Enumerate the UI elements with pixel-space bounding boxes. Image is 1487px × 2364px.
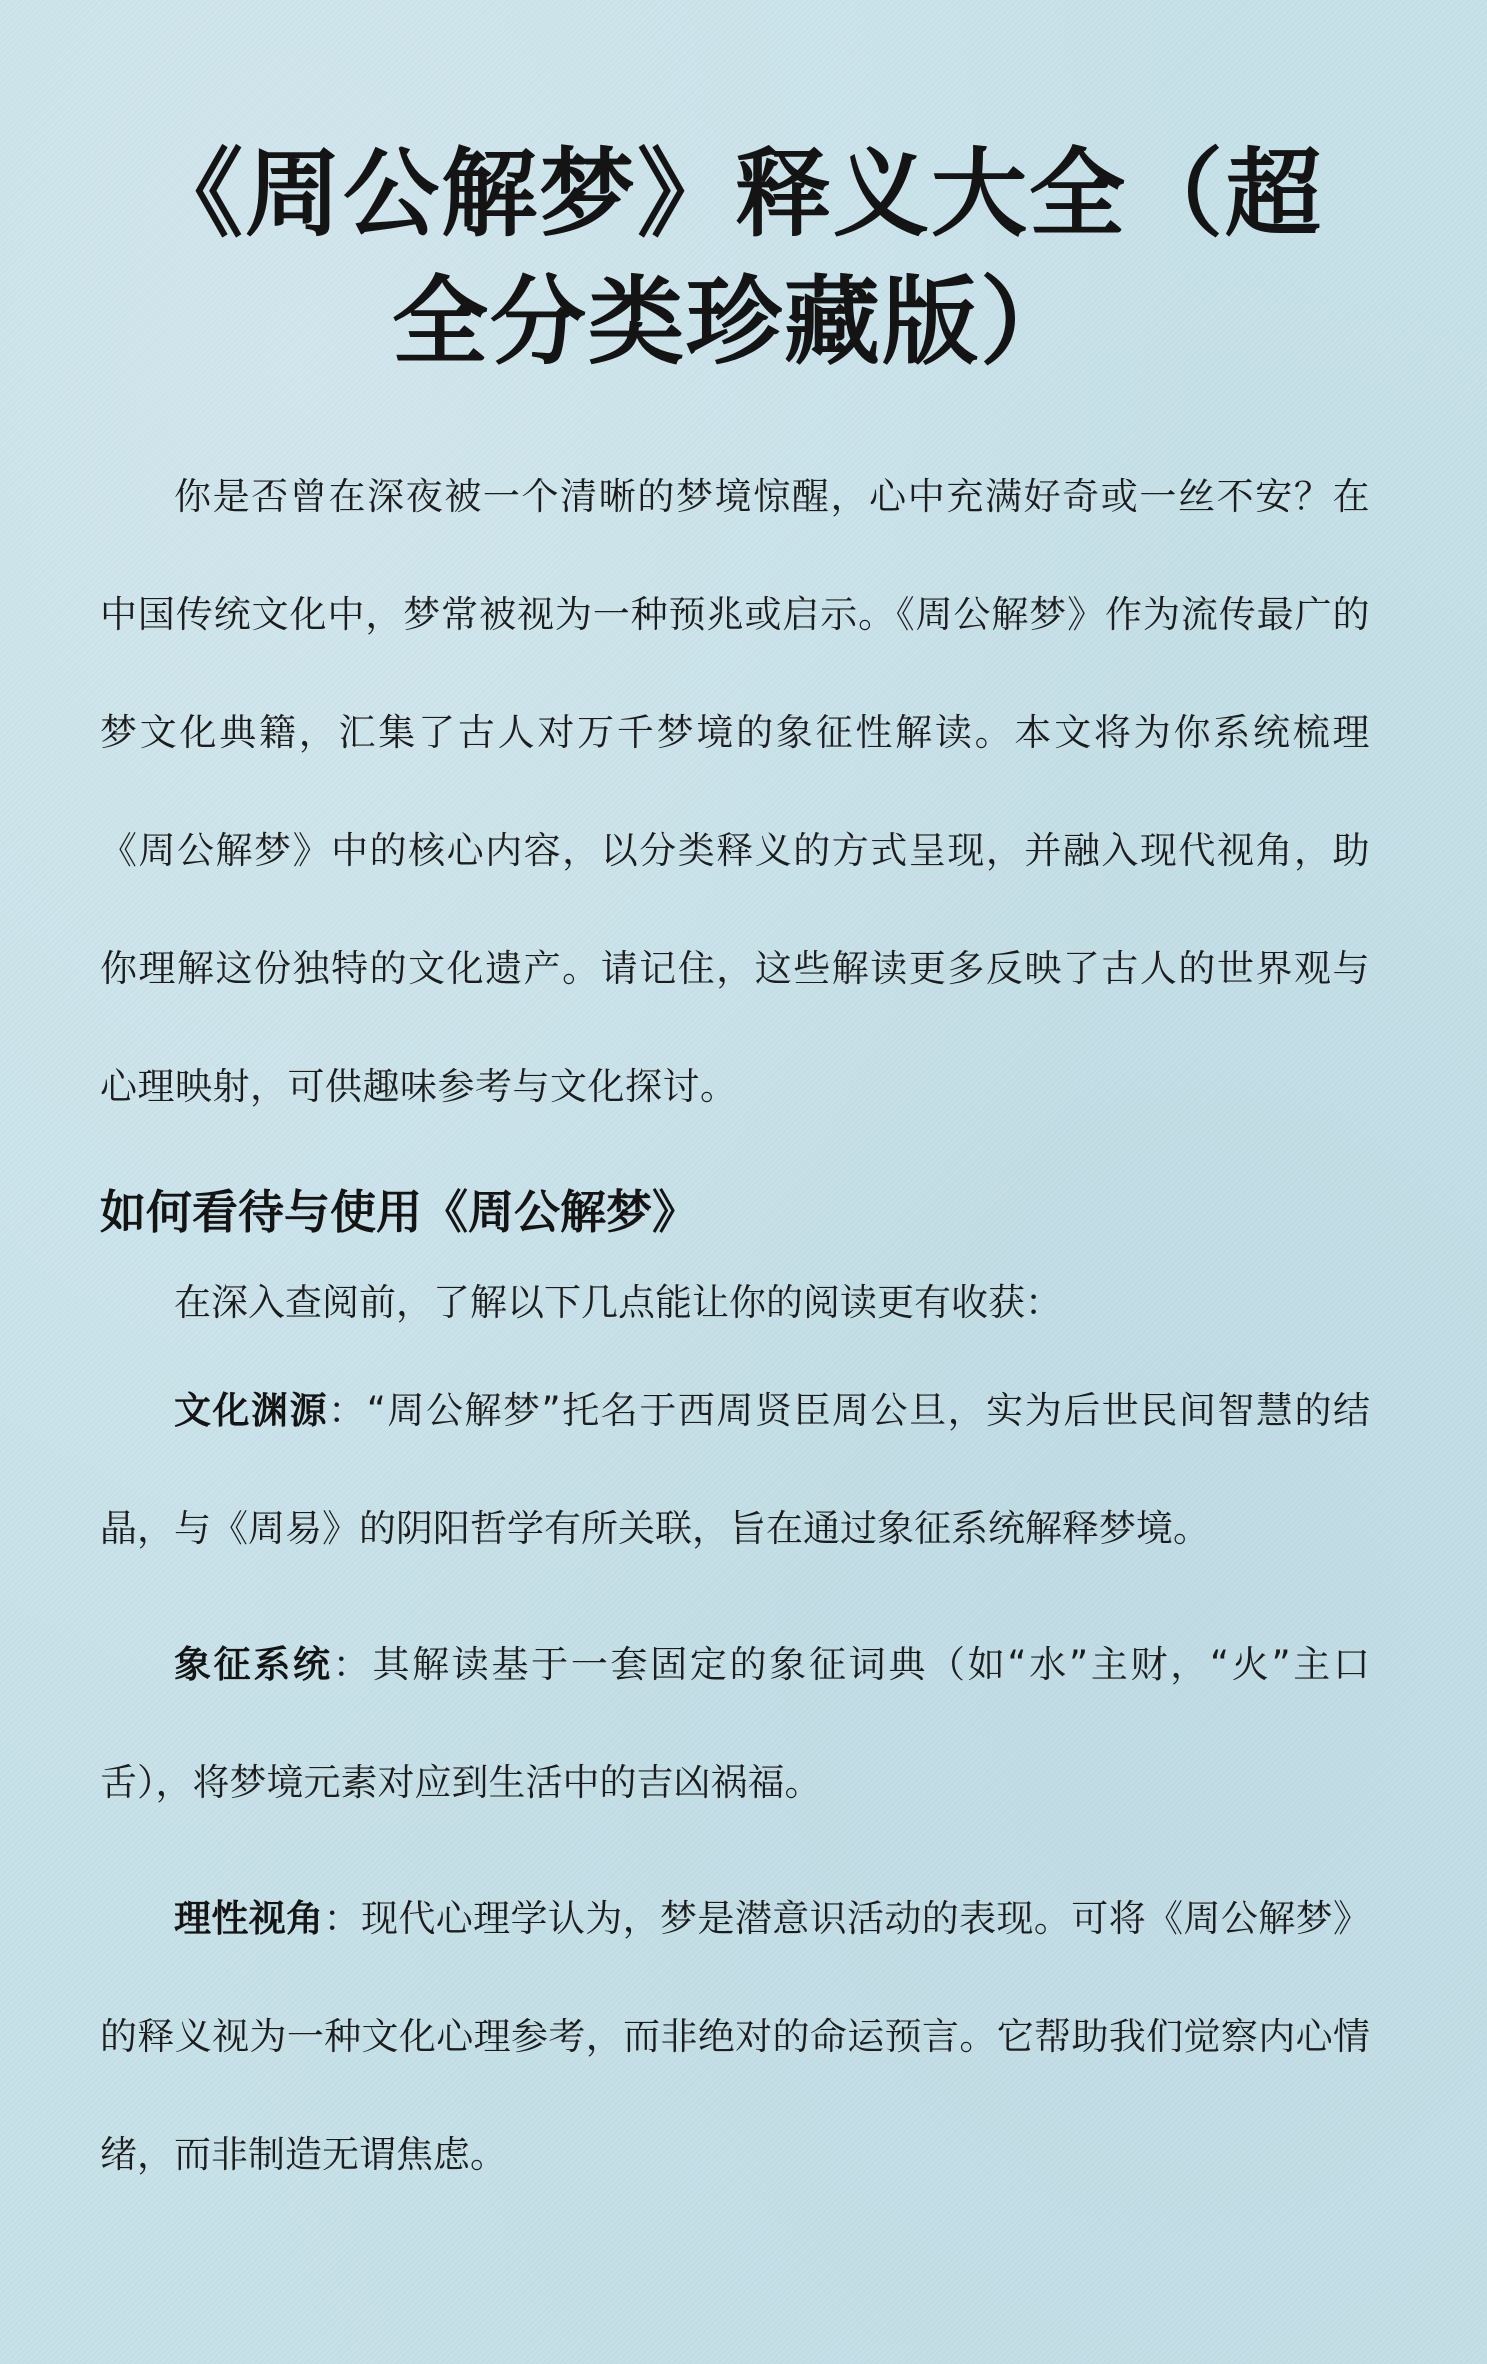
page-title: 《周公解梦》释义大全（超全分类珍藏版） [147,138,1323,378]
point-label: 象征系统 [174,1643,333,1686]
point-text: “周公解梦”托名于西周贤臣周公旦，实为后世民间智慧的结晶，与《周易》的阴阳哲学有所关联，旨在通过象征系统解释梦境。 [100,1389,1371,1550]
point-label: 理性视角 [174,1897,324,1940]
point-separator: ： [328,1389,367,1432]
section-heading: 如何看待与使用《周公解梦》 [100,1185,698,1239]
point-label: 文化渊源 [174,1389,329,1432]
intro-paragraph: 你是否曾在深夜被一个清晰的梦境惊醒，心中充满好奇或一丝不安？在中国传统文化中，梦常被视为一种预兆或启示。《周公解梦》作为流传最广的梦文化典籍，汇集了古人对万千梦境的象征性解读。本文将为你系统梳理《周公解梦》中的核心内容，以分类释义的方式呈现，并融入现代视角，助你理解这份独特的文化遗产。请记住，这些解读更多反映了古人的世界观与心理映射，可供趣味参考与文化探讨。 [100,475,1370,1108]
point-text: 现代心理学认为，梦是潜意识活动的表现。可将《周公解梦》的释义视为一种文化心理参考，而非绝对的命运预言。它帮助我们觉察内心情绪，而非制造无谓焦虑。 [100,1897,1371,2176]
point-cultural-origin [100,1352,1370,1588]
point-rational-view [100,1860,1370,2214]
point-symbol-system [100,1606,1370,1842]
point-text: 其解读基于一套固定的象征词典（如“水”主财，“火”主口舌），将梦境元素对应到生活中的吉凶祸福。 [100,1643,1370,1804]
point-separator: ： [323,1897,361,1940]
section-lead: 在深入查阅前，了解以下几点能让你的阅读更有收获： [174,1281,1062,1324]
article [100,130,1370,2214]
point-separator: ： [332,1643,373,1686]
